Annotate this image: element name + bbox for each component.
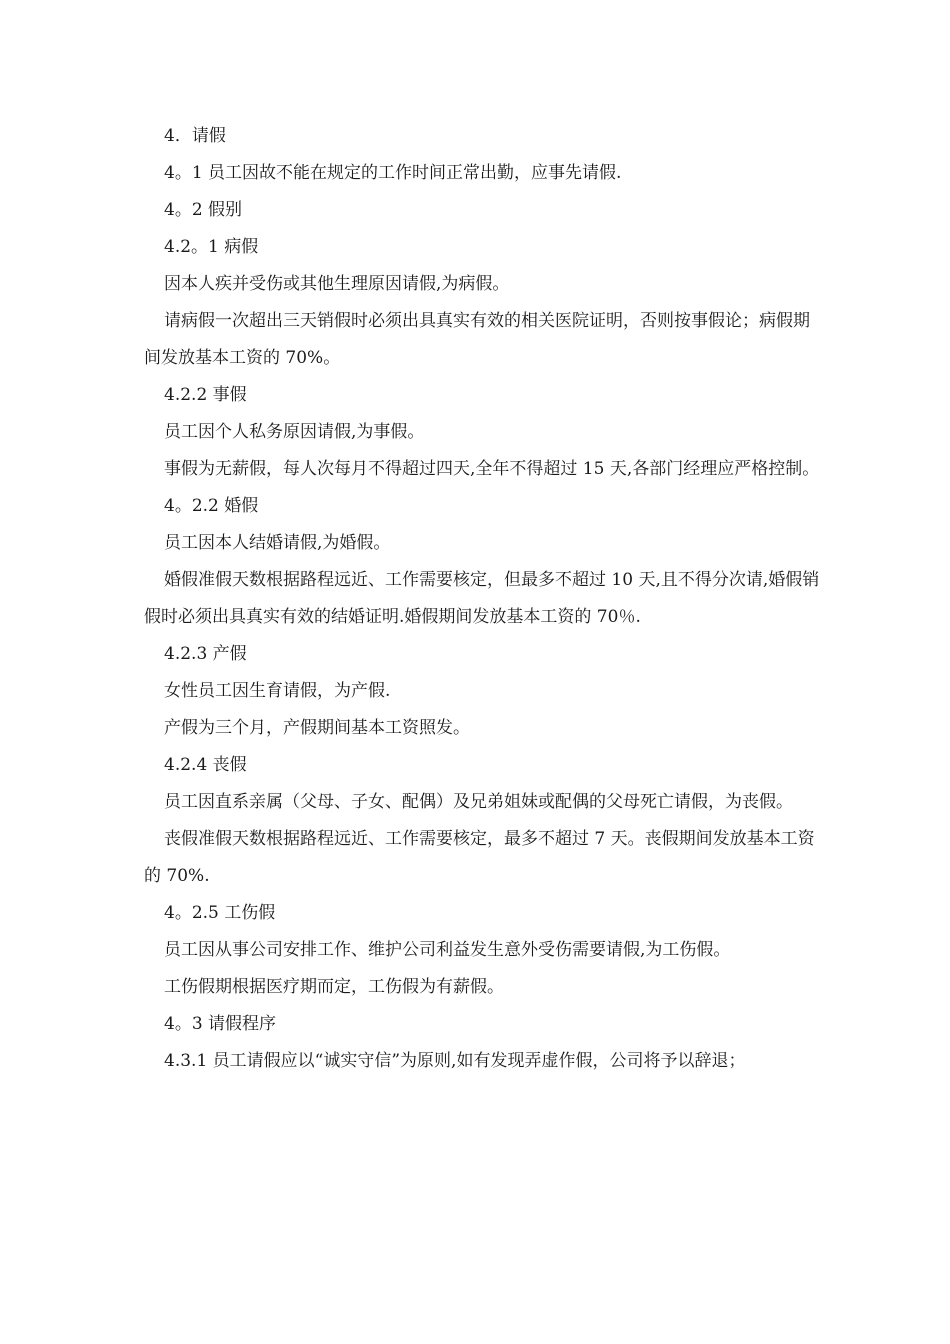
subheading-personal-leave: 4.2.2 事假 xyxy=(164,385,247,405)
bereavement-leave-definition: 员工因直系亲属（父母、子女、配偶）及兄弟姐妹或配偶的父母死亡请假，为丧假。 xyxy=(164,792,793,812)
subheading-marriage-leave: 4。2.2 婚假 xyxy=(164,496,259,516)
clause-4-1: 4。1 员工因故不能在规定的工作时间正常出勤，应事先请假. xyxy=(164,163,622,183)
document-body xyxy=(144,118,820,1080)
personal-leave-definition: 员工因个人私务原因请假,为事假。 xyxy=(164,422,425,442)
marriage-leave-definition: 员工因本人结婚请假,为婚假。 xyxy=(164,533,391,553)
sick-leave-definition: 因本人疾并受伤或其他生理原因请假,为病假。 xyxy=(164,274,510,294)
bereavement-leave-rules: 丧假准假天数根据路程远近、工作需要核定，最多不超过 7 天。丧假期间发放基本工资的 70%. xyxy=(144,829,815,886)
section-heading-leave-procedure: 4。3 请假程序 xyxy=(164,1014,277,1034)
section-heading-leave-types: 4。2 假别 xyxy=(164,200,243,220)
subheading-injury-leave: 4。2.5 工伤假 xyxy=(164,903,276,923)
injury-leave-rules: 工伤假期根据医疗期而定，工伤假为有薪假。 xyxy=(164,977,504,997)
subheading-sick-leave: 4.2。1 病假 xyxy=(164,237,259,257)
subheading-bereavement-leave: 4.2.4 丧假 xyxy=(164,755,247,775)
maternity-leave-rules: 产假为三个月，产假期间基本工资照发。 xyxy=(164,718,470,738)
section-heading-leave: 4．请假 xyxy=(164,126,226,146)
clause-4-3-1: 4.3.1 员工请假应以“诚实守信”为原则,如有发现弄虚作假，公司将予以辞退； xyxy=(164,1051,746,1071)
subheading-maternity-leave: 4.2.3 产假 xyxy=(164,644,247,664)
marriage-leave-rules: 婚假准假天数根据路程远近、工作需要核定，但最多不超过 10 天,且不得分次请,婚假销假时必须出具真实有效的结婚证明.婚假期间发放基本工资的 70％. xyxy=(144,570,820,627)
sick-leave-rules: 请病假一次超出三天销假时必须出具真实有效的相关医院证明，否则按事假论；病假期间发放基本工资的 70%。 xyxy=(144,311,810,368)
personal-leave-rules: 事假为无薪假，每人次每月不得超过四天,全年不得超过 15 天,各部门经理应严格控制。 xyxy=(164,459,820,479)
maternity-leave-definition: 女性员工因生育请假，为产假. xyxy=(164,681,391,701)
injury-leave-definition: 员工因从事公司安排工作、维护公司利益发生意外受伤需要请假,为工伤假。 xyxy=(164,940,731,960)
